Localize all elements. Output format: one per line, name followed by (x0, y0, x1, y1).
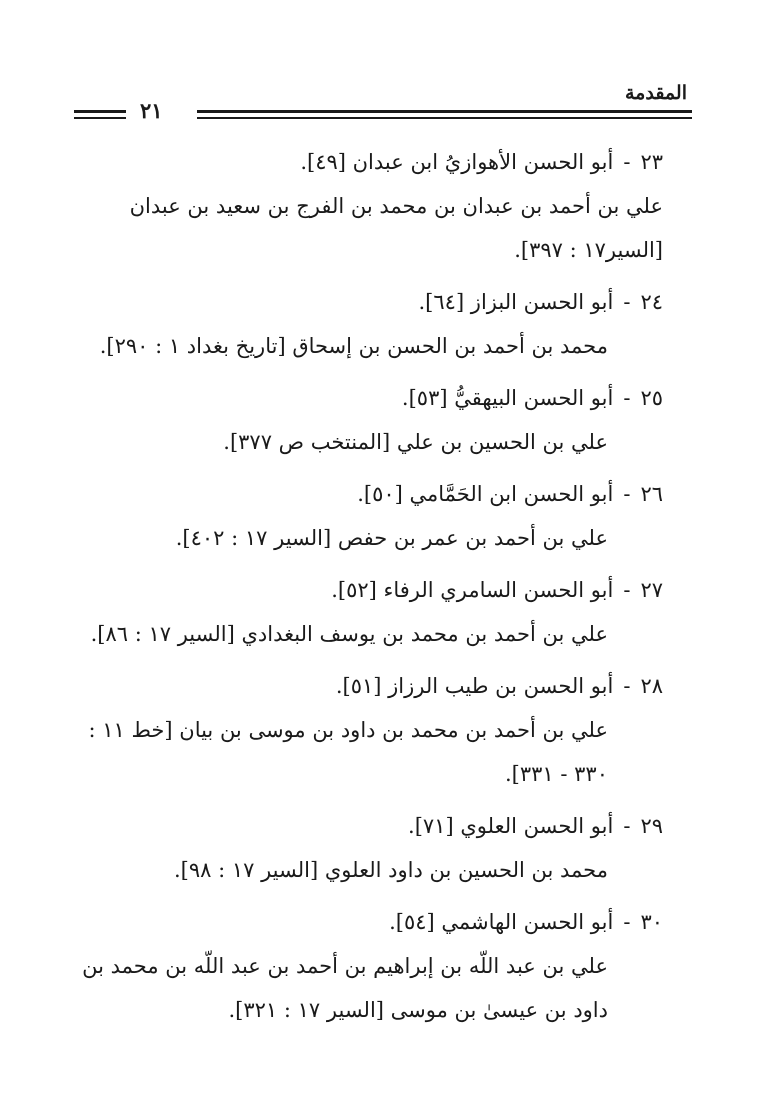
entry-number: ٢٧ (640, 578, 663, 602)
entry-body: علي بن أحمد بن عبدان بن محمد بن الفرج بن سعيد بن عبدان [السير١٧ : ٣٩٧]. (129, 194, 663, 262)
entry (72, 376, 663, 464)
entry (72, 140, 663, 272)
entry (72, 568, 663, 656)
entry-body: محمد بن الحسين بن داود العلوي [السير ١٧ : ٩٨]. (173, 858, 608, 882)
page-number: ٢١ (140, 98, 163, 123)
entry-heading-text: أبو الحسن الهاشمي [٥٤]. (389, 910, 614, 934)
entry-body: علي بن أحمد بن عمر بن حفص [السير ١٧ : ٤٠٢]. (175, 526, 608, 550)
entries-list (72, 140, 663, 1040)
entry-heading-text: أبو الحسن البزاز [٦٤]. (418, 290, 614, 314)
entry-body: علي بن أحمد بن محمد بن داود بن موسى بن بيان [خط ١١ : ٣٣٠ - ٣٣١]. (88, 718, 608, 786)
entry-heading-text: أبو الحسن السامري الرفاء [٥٢]. (331, 578, 614, 602)
entry-heading: ٢٣-أبو الحسن الأهوازيُ ابن عبدان [٤٩]. (72, 140, 663, 184)
entry-number: ٢٦ (640, 482, 663, 506)
entry-heading: ٢٩-أبو الحسن العلوي [٧١]. (72, 804, 663, 848)
entry-body: محمد بن أحمد بن الحسن بن إسحاق [تاريخ بغداد ١ : ٢٩٠]. (99, 334, 608, 358)
entry-heading: ٢٨-أبو الحسن بن طيب الرزاز [٥١]. (72, 664, 663, 708)
header-rule-right-top (197, 110, 692, 113)
entry-number: ٢٥ (640, 386, 663, 410)
page-title: المقدمة (624, 82, 687, 104)
entry-number: ٢٣ (640, 150, 663, 174)
entry-heading: ٣٠-أبو الحسن الهاشمي [٥٤]. (72, 900, 663, 944)
entry-number: ٣٠ (640, 910, 663, 934)
entry (72, 280, 663, 368)
entry-body: علي بن الحسين بن علي [المنتخب ص ٣٧٧]. (223, 430, 608, 454)
entry-heading-text: أبو الحسن العلوي [٧١]. (408, 814, 614, 838)
entry (72, 472, 663, 560)
entry-number: ٢٤ (640, 290, 663, 314)
entry-heading-text: أبو الحسن ابن الحَمَّامي [٥٠]. (357, 482, 614, 506)
entry-heading-text: أبو الحسن بن طيب الرزاز [٥١]. (335, 674, 614, 698)
entry-heading: ٢٥-أبو الحسن البيهقيُّ [٥٣]. (72, 376, 663, 420)
header-rule-right-bottom (197, 117, 692, 119)
entry-heading-text: أبو الحسن الأهوازيُ ابن عبدان [٤٩]. (300, 150, 614, 174)
entry-heading-text: أبو الحسن البيهقيُّ [٥٣]. (401, 386, 614, 410)
entry (72, 664, 663, 796)
entry-heading: ٢٦-أبو الحسن ابن الحَمَّامي [٥٠]. (72, 472, 663, 516)
entry (72, 900, 663, 1032)
entry-heading: ٢٤-أبو الحسن البزاز [٦٤]. (72, 280, 663, 324)
entry-number: ٢٩ (640, 814, 663, 838)
entry (72, 804, 663, 892)
entry-heading: ٢٧-أبو الحسن السامري الرفاء [٥٢]. (72, 568, 663, 612)
header-rule-left-top (74, 110, 126, 113)
entry-body: علي بن أحمد بن محمد بن يوسف البغدادي [السير ١٧ : ٨٦]. (90, 622, 608, 646)
header-rule-left-bottom (74, 117, 126, 119)
entry-body: علي بن عبد اللّه بن إبراهيم بن أحمد بن عبد اللّه بن محمد بن داود بن عيسىٰ بن موسى [السير ١٧ : ٣٢١]. (82, 954, 608, 1022)
entry-number: ٢٨ (640, 674, 663, 698)
